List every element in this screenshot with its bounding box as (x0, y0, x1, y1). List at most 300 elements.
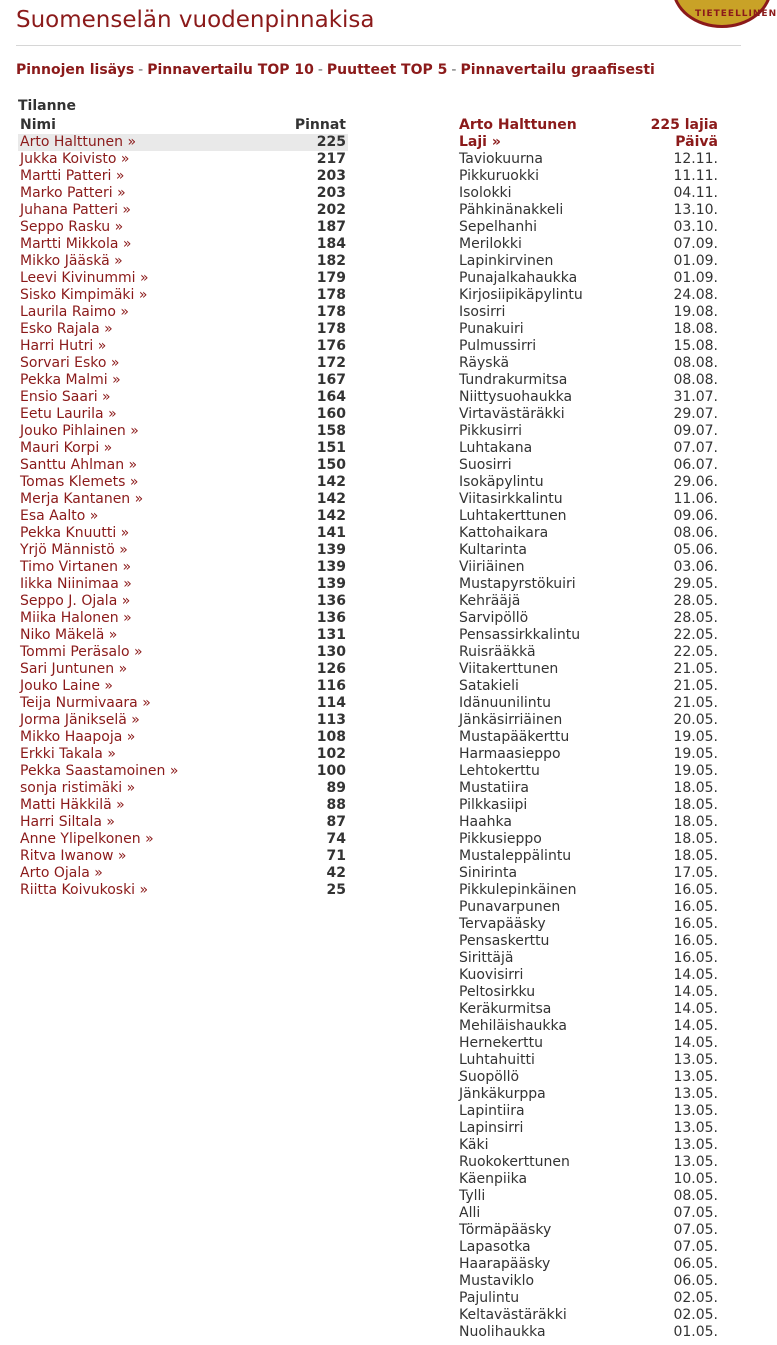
species-date: 07.07. (673, 440, 718, 456)
species-date: 16.05. (673, 916, 718, 932)
list-item (459, 950, 719, 967)
detail-header-row-1 (459, 117, 719, 134)
participant-points: 178 (316, 321, 346, 337)
list-item (459, 848, 719, 865)
species-name: Pensassirkkalintu (459, 627, 581, 643)
participant-link[interactable]: Laurila Raimo » (20, 304, 129, 320)
species-date: 10.05. (673, 1171, 718, 1187)
participant-link[interactable]: Riitta Koivukoski » (20, 882, 149, 898)
participant-link[interactable]: Marko Patteri » (20, 185, 126, 201)
list-item (459, 321, 719, 338)
species-date: 07.05. (673, 1239, 718, 1255)
participant-points: 202 (316, 202, 346, 218)
species-name: Luhtahuitti (459, 1052, 535, 1068)
list-item (459, 355, 719, 372)
species-name: Pähkinänakkeli (459, 202, 564, 218)
participant-points: 150 (316, 457, 346, 473)
page-title: Suomenselän vuodenpinnakisa (16, 7, 375, 33)
list-item (459, 1205, 719, 1222)
participant-points: 139 (316, 542, 346, 558)
table-row (18, 202, 348, 219)
detail-person-name[interactable]: Arto Halttunen (459, 117, 577, 133)
species-name: Kuovisirri (459, 967, 524, 983)
nav-link-graph[interactable]: Pinnavertailu graafisesti (460, 62, 655, 78)
table-row (18, 763, 348, 780)
list-item (459, 372, 719, 389)
list-item (459, 1290, 719, 1307)
participant-link[interactable]: Arto Ojala » (20, 865, 103, 881)
species-name: Viitakerttunen (459, 661, 559, 677)
list-item (459, 984, 719, 1001)
list-item (459, 899, 719, 916)
species-date: 16.05. (673, 933, 718, 949)
species-date: 06.05. (673, 1273, 718, 1289)
species-date: 31.07. (673, 389, 718, 405)
table-row (18, 559, 348, 576)
participant-link[interactable]: Tomas Klemets » (20, 474, 139, 490)
list-item (459, 1188, 719, 1205)
table-row (18, 389, 348, 406)
species-name: Lapintiira (459, 1103, 525, 1119)
species-name: Mustatiira (459, 780, 529, 796)
species-name: Kultarinta (459, 542, 527, 558)
species-date: 08.06. (673, 525, 718, 541)
species-date: 28.05. (673, 610, 718, 626)
list-item (459, 882, 719, 899)
participant-link[interactable]: Mikko Haapoja » (20, 729, 136, 745)
species-name: Nuolihaukka (459, 1324, 546, 1340)
table-row (18, 593, 348, 610)
list-item (459, 1018, 719, 1035)
participant-link[interactable]: Esa Aalto » (20, 508, 99, 524)
table-row (18, 712, 348, 729)
species-date: 19.08. (673, 304, 718, 320)
list-item (459, 593, 719, 610)
species-date: 19.05. (673, 729, 718, 745)
species-date: 07.05. (673, 1205, 718, 1221)
list-item (459, 1222, 719, 1239)
table-row (18, 491, 348, 508)
table-row (18, 508, 348, 525)
participant-link[interactable]: Leevi Kivinummi » (20, 270, 149, 286)
participant-points: 141 (316, 525, 346, 541)
table-row (18, 287, 348, 304)
species-date: 09.06. (673, 508, 718, 524)
nav-link-add-ticks[interactable]: Pinnojen lisäys (16, 62, 135, 78)
species-name: Pensaskerttu (459, 933, 550, 949)
table-row (18, 865, 348, 882)
participant-link[interactable]: Iikka Niinimaa » (20, 576, 132, 592)
participant-points: 158 (316, 423, 346, 439)
participant-points: 167 (316, 372, 346, 388)
table-row (18, 440, 348, 457)
species-date: 01.09. (673, 253, 718, 269)
species-name: Viiriäinen (459, 559, 525, 575)
species-date: 19.05. (673, 746, 718, 762)
participant-link[interactable]: Pekka Malmi » (20, 372, 121, 388)
list-item (459, 814, 719, 831)
list-item (459, 542, 719, 559)
logo (672, 0, 777, 28)
participant-link[interactable]: Sari Juntunen » (20, 661, 128, 677)
nav-separator: - (138, 62, 144, 78)
species-date: 13.10. (673, 202, 718, 218)
list-item (459, 338, 719, 355)
participant-points: 142 (316, 474, 346, 490)
participant-points: 130 (316, 644, 346, 660)
species-date: 18.05. (673, 797, 718, 813)
participant-link[interactable]: Juhana Patteri » (20, 202, 132, 218)
species-name: Pulmussirri (459, 338, 537, 354)
participant-link[interactable]: Jouko Laine » (20, 678, 113, 694)
participant-points: 88 (326, 797, 346, 813)
list-item (459, 1035, 719, 1052)
table-row (18, 525, 348, 542)
species-date: 24.08. (673, 287, 718, 303)
species-date: 16.05. (673, 882, 718, 898)
species-date: 13.05. (673, 1137, 718, 1153)
participant-points: 136 (316, 610, 346, 626)
page-header (16, 0, 777, 46)
detail-header-row-2 (459, 134, 719, 151)
species-date: 18.05. (673, 814, 718, 830)
species-date: 18.08. (673, 321, 718, 337)
table-row (18, 338, 348, 355)
species-date: 08.05. (673, 1188, 718, 1204)
species-name: Lehtokerttu (459, 763, 540, 779)
participant-points: 131 (316, 627, 346, 643)
species-name: Isolokki (459, 185, 512, 201)
table-row (18, 134, 348, 151)
participant-points: 182 (316, 253, 346, 269)
table-row (18, 576, 348, 593)
species-name: Sirittäjä (459, 950, 514, 966)
participant-link[interactable]: Seppo Rasku » (20, 219, 124, 235)
col-header-species[interactable]: Laji » (459, 134, 501, 150)
participant-points: 151 (316, 440, 346, 456)
list-item (459, 1239, 719, 1256)
species-name: Käki (459, 1137, 489, 1153)
species-date: 13.05. (673, 1069, 718, 1085)
list-item (459, 1154, 719, 1171)
table-row (18, 168, 348, 185)
participant-link[interactable]: Sisko Kimpimäki » (20, 287, 148, 303)
species-date: 02.05. (673, 1307, 718, 1323)
participant-link[interactable]: Esko Rajala » (20, 321, 113, 337)
list-item (459, 695, 719, 712)
logo-text: TIETEELLINEN (695, 9, 777, 19)
species-name: Punavarpunen (459, 899, 561, 915)
table-row (18, 355, 348, 372)
participant-link[interactable]: Teija Nurmivaara » (20, 695, 151, 711)
nav-separator: - (451, 62, 457, 78)
species-date: 14.05. (673, 984, 718, 1000)
col-header-points: Pinnat (294, 117, 346, 133)
species-name: Suopöllö (459, 1069, 520, 1085)
participant-link[interactable]: Seppo J. Ojala » (20, 593, 131, 609)
species-date: 03.10. (673, 219, 718, 235)
species-name: Hernekerttu (459, 1035, 543, 1051)
participant-points: 172 (316, 355, 346, 371)
list-item (459, 491, 719, 508)
participant-points: 225 (316, 134, 346, 150)
species-date: 29.06. (673, 474, 718, 490)
species-date: 14.05. (673, 1035, 718, 1051)
participant-link[interactable]: Timo Virtanen » (20, 559, 132, 575)
list-item (459, 865, 719, 882)
participant-points: 100 (316, 763, 346, 779)
participant-points: 203 (316, 168, 346, 184)
table-row (18, 882, 348, 899)
list-item (459, 661, 719, 678)
table-row (18, 797, 348, 814)
list-item (459, 525, 719, 542)
species-date: 16.05. (673, 899, 718, 915)
list-item (459, 202, 719, 219)
participant-points: 217 (316, 151, 346, 167)
participant-points: 113 (316, 712, 346, 728)
species-name: Pajulintu (459, 1290, 520, 1306)
species-name: Jänkäsirriäinen (459, 712, 563, 728)
standings-section-label: Tilanne (18, 98, 77, 114)
species-date: 01.09. (673, 270, 718, 286)
table-row (18, 372, 348, 389)
species-name: Mustaviklo (459, 1273, 535, 1289)
species-date: 05.06. (673, 542, 718, 558)
species-name: Keltavästäräkki (459, 1307, 567, 1323)
participant-points: 176 (316, 338, 346, 354)
species-name: Alli (459, 1205, 481, 1221)
species-date: 17.05. (673, 865, 718, 881)
species-date: 21.05. (673, 661, 718, 677)
species-name: Kehrääjä (459, 593, 521, 609)
species-date: 08.08. (673, 372, 718, 388)
standings-table (18, 116, 348, 899)
participant-link[interactable]: Anne Ylipelkonen » (20, 831, 154, 847)
participant-points: 164 (316, 389, 346, 405)
participant-link[interactable]: Ensio Saari » (20, 389, 111, 405)
list-item (459, 627, 719, 644)
participant-link[interactable]: Mauri Korpi » (20, 440, 113, 456)
list-item (459, 168, 719, 185)
species-name: Mustapyrstökuiri (459, 576, 576, 592)
participant-link[interactable]: Martti Mikkola » (20, 236, 132, 252)
participant-link[interactable]: Eetu Laurila » (20, 406, 117, 422)
list-item (459, 1052, 719, 1069)
list-item (459, 508, 719, 525)
participant-link[interactable]: Merja Kantanen » (20, 491, 144, 507)
participant-link[interactable]: Jorma Jäniksel​ä » (20, 712, 140, 728)
participant-points: 108 (316, 729, 346, 745)
table-row (18, 729, 348, 746)
participant-link[interactable]: Santtu Ahlman » (20, 457, 138, 473)
species-name: Lapinsirri (459, 1120, 524, 1136)
participant-points: 89 (326, 780, 346, 796)
participant-link[interactable]: Mikko Jääskä » (20, 253, 123, 269)
participant-link[interactable]: Tommi Peräsalo » (20, 644, 143, 660)
species-name: Punajalkahaukka (459, 270, 578, 286)
species-name: Jänkäkurppa (459, 1086, 546, 1102)
species-date: 11.11. (673, 168, 718, 184)
table-row (18, 151, 348, 168)
species-name: Sepelhanhi (459, 219, 537, 235)
species-name: Suosirri (459, 457, 512, 473)
species-name: Taviokuurna (459, 151, 543, 167)
table-row (18, 678, 348, 695)
species-date: 07.05. (673, 1222, 718, 1238)
list-item (459, 746, 719, 763)
species-name: Isokäpylintu (459, 474, 544, 490)
species-name: Sinirinta (459, 865, 518, 881)
species-name: Viitasirkkalintu (459, 491, 563, 507)
species-date: 12.11. (673, 151, 718, 167)
species-name: Pilkkasiipi (459, 797, 528, 813)
participant-points: 25 (326, 882, 346, 898)
participant-link[interactable]: Arto Halttunen » (20, 134, 137, 150)
species-name: Pikkusieppo (459, 831, 542, 847)
table-row (18, 695, 348, 712)
col-header-name: Nimi (20, 117, 56, 133)
participant-link[interactable]: Jouko Pihlainen » (20, 423, 139, 439)
participant-link[interactable]: Harri Hutri » (20, 338, 107, 354)
table-row (18, 185, 348, 202)
list-item (459, 1307, 719, 1324)
nav-link-top10[interactable]: Pinnavertailu TOP 10 (147, 62, 314, 78)
list-item (459, 1120, 719, 1137)
list-item (459, 287, 719, 304)
participant-link[interactable]: Pekka Knuutti » (20, 525, 130, 541)
list-item (459, 780, 719, 797)
detail-species-count: 225 lajia (650, 117, 718, 133)
table-row (18, 406, 348, 423)
species-date: 13.05. (673, 1103, 718, 1119)
species-name: Lapinkirvinen (459, 253, 554, 269)
species-name: Sarvipöllö (459, 610, 529, 626)
species-name: Räyskä (459, 355, 510, 371)
table-row (18, 321, 348, 338)
species-name: Kirjosiipikäpylintu (459, 287, 583, 303)
participant-link[interactable]: Jukka Koivisto » (20, 151, 130, 167)
species-date: 13.05. (673, 1052, 718, 1068)
species-name: Tundrakurmitsa (459, 372, 568, 388)
list-item (459, 253, 719, 270)
list-item (459, 831, 719, 848)
table-row (18, 831, 348, 848)
participant-points: 139 (316, 559, 346, 575)
table-row (18, 270, 348, 287)
table-row (18, 814, 348, 831)
list-item (459, 576, 719, 593)
list-item (459, 440, 719, 457)
participant-link[interactable]: Miika Halonen » (20, 610, 132, 626)
species-name: Pikkusirri (459, 423, 523, 439)
species-date: 16.05. (673, 950, 718, 966)
list-item (459, 1256, 719, 1273)
participant-points: 178 (316, 304, 346, 320)
species-name: Tervapääsky (459, 916, 546, 932)
participant-link[interactable]: Niko Mäkelä » (20, 627, 118, 643)
list-item (459, 559, 719, 576)
participant-link[interactable]: Yrjö Männistö » (20, 542, 128, 558)
participant-points: 102 (316, 746, 346, 762)
participant-points: 187 (316, 219, 346, 235)
species-name: Ruokokerttunen (459, 1154, 570, 1170)
list-item (459, 185, 719, 202)
list-item (459, 1171, 719, 1188)
nav-link-missing-top5[interactable]: Puutteet TOP 5 (326, 62, 448, 78)
species-date: 04.11. (673, 185, 718, 201)
list-item (459, 1069, 719, 1086)
species-date: 02.05. (673, 1290, 718, 1306)
species-date: 21.05. (673, 695, 718, 711)
species-name: Haahka (459, 814, 512, 830)
species-date: 22.05. (673, 627, 718, 643)
species-date: 07.09. (673, 236, 718, 252)
table-row (18, 542, 348, 559)
participant-link[interactable]: Pekka Saastamoinen » (20, 763, 179, 779)
species-date: 18.05. (673, 831, 718, 847)
participant-points: 142 (316, 508, 346, 524)
participant-link[interactable]: Harri Siltala » (20, 814, 115, 830)
species-table (459, 117, 719, 1341)
participant-link[interactable]: Sorvari Esko » (20, 355, 120, 371)
species-name: Luhtakerttunen (459, 508, 567, 524)
species-date: 11.06. (673, 491, 718, 507)
participant-link[interactable]: Erkki Takala » (20, 746, 116, 762)
list-item (459, 406, 719, 423)
participant-link[interactable]: sonja ristimäki » (20, 780, 136, 796)
participant-link[interactable]: Martti Patteri » (20, 168, 125, 184)
participant-points: 74 (326, 831, 346, 847)
species-date: 13.05. (673, 1086, 718, 1102)
list-item (459, 1324, 719, 1341)
table-row (18, 661, 348, 678)
species-date: 18.05. (673, 780, 718, 796)
species-name: Punakuiri (459, 321, 524, 337)
species-name: Törmäpääsky (459, 1222, 552, 1238)
list-item (459, 763, 719, 780)
table-row (18, 610, 348, 627)
nav-separator: - (317, 62, 323, 78)
species-date: 22.05. (673, 644, 718, 660)
table-row (18, 457, 348, 474)
participant-link[interactable]: Ritva Iwanow » (20, 848, 127, 864)
species-name: Mustaleppälintu (459, 848, 572, 864)
participant-link[interactable]: Matti Häkkilä » (20, 797, 125, 813)
participant-points: 116 (316, 678, 346, 694)
list-item (459, 797, 719, 814)
species-name: Peltosirkku (459, 984, 536, 1000)
list-item (459, 729, 719, 746)
species-date: 14.05. (673, 967, 718, 983)
col-header-date: Päivä (675, 134, 718, 150)
species-date: 20.05. (673, 712, 718, 728)
top-nav (16, 62, 655, 78)
species-date: 06.07. (673, 457, 718, 473)
species-name: Pikkuruokki (459, 168, 539, 184)
table-row (18, 304, 348, 321)
table-row (18, 627, 348, 644)
table-row (18, 474, 348, 491)
list-item (459, 304, 719, 321)
list-item (459, 967, 719, 984)
participant-points: 42 (326, 865, 346, 881)
species-name: Kattohaikara (459, 525, 549, 541)
list-item (459, 1086, 719, 1103)
participant-points: 87 (326, 814, 346, 830)
species-name: Mehiläishaukka (459, 1018, 567, 1034)
participant-points: 126 (316, 661, 346, 677)
